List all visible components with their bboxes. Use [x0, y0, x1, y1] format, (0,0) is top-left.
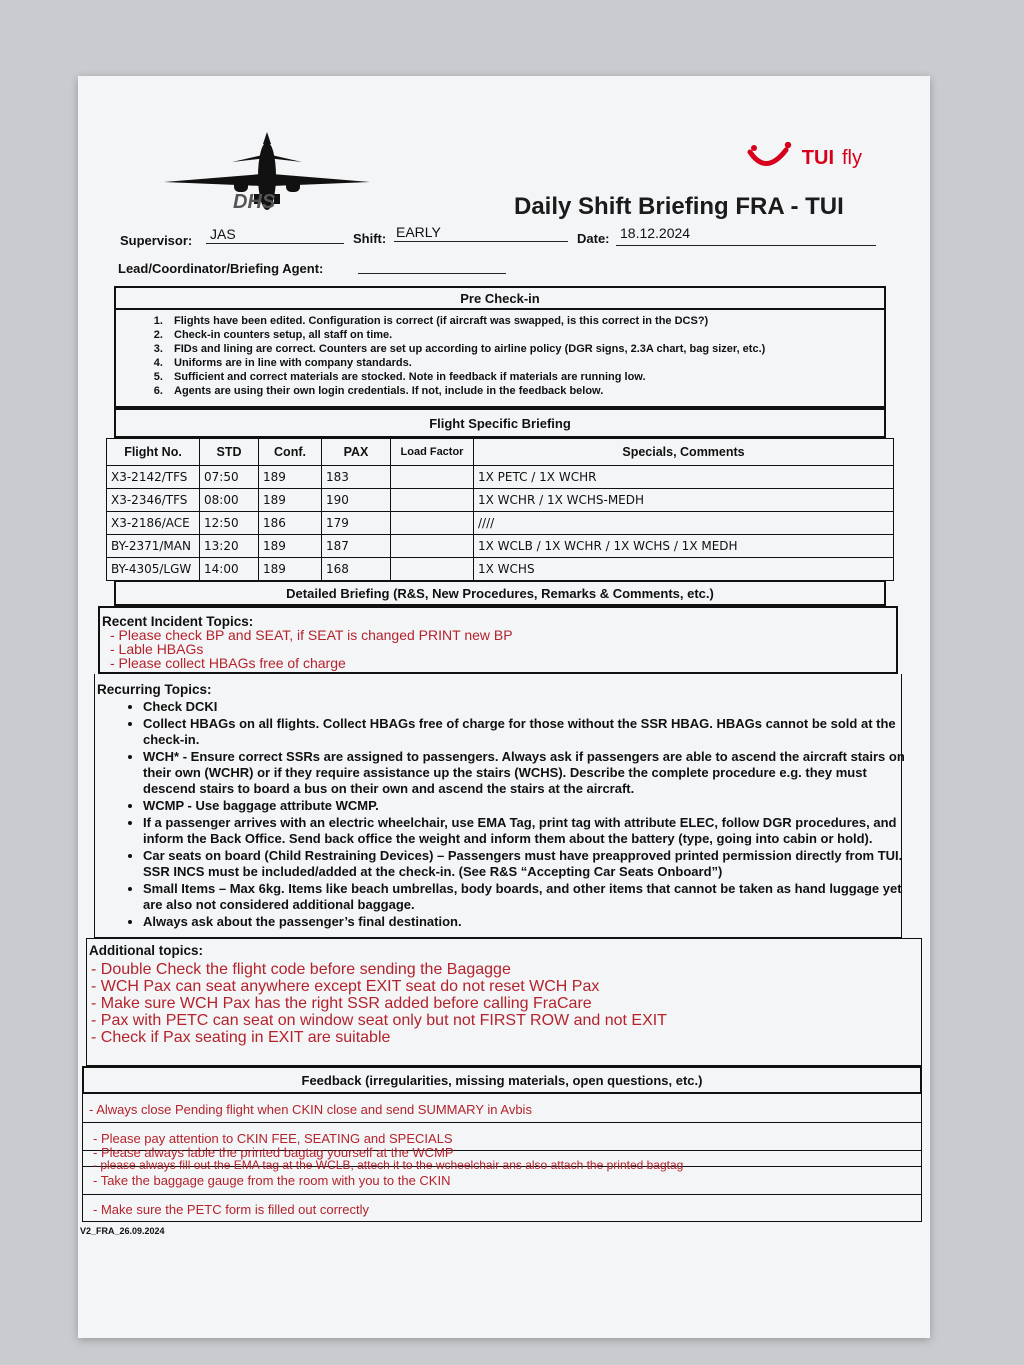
cell-pax: 187: [322, 535, 391, 558]
list-item: • WCH* - Ensure correct SSRs are assigned to passengers. Always ask if passengers are able to ascend the aircraft stairs on their own (WCHR) or if they require assistance up the stairs (WCHS). Describe the complete procedure e.g. they must descend stairs to board a bus on their own and ascend the stairs at the aircraft.: [143, 749, 923, 797]
col-load: Load Factor: [391, 439, 474, 466]
brand-suffix: fly: [842, 146, 862, 169]
cell-std: 12:50: [200, 512, 259, 535]
cell-comment: ////: [474, 512, 894, 535]
list-item: • Small Items – Max 6kg. Items like beach umbrellas, body boards, and other items that cannot be taken as hand luggage yet are also not considered additional baggage.: [143, 881, 923, 913]
feedback-box: [82, 1094, 922, 1222]
cell-conf: 189: [259, 466, 322, 489]
cell-conf: 189: [259, 535, 322, 558]
table-row: [107, 466, 894, 489]
cell-flight: BY-4305/LGW: [107, 558, 200, 581]
version-code: V2_FRA_26.09.2024: [80, 1226, 165, 1236]
tui-fly-logo: [746, 142, 862, 174]
additional-item: - Make sure WCH Pax has the right SSR added before calling FraCare: [91, 995, 592, 1012]
additional-item: - WCH Pax can seat anywhere except EXIT seat do not reset WCH Pax: [91, 978, 600, 995]
list-item: 6. Agents are using their own login credentials. If not, include in the feedback below.: [166, 384, 884, 398]
cell-std: 07:50: [200, 466, 259, 489]
table-row: [107, 558, 894, 581]
cell-conf: 186: [259, 512, 322, 535]
recurring-topics-box: [94, 674, 905, 938]
list-item: • Always ask about the passenger’s final destination.: [143, 914, 923, 930]
feedback-item: - Always close Pending flight when CKIN close and send SUMMARY in Avbis: [89, 1102, 532, 1117]
date-value: 18.12.2024: [620, 225, 691, 241]
cell-flight: X3-2346/TFS: [107, 489, 200, 512]
table-row: [107, 512, 894, 535]
cell-comment: 1X WCLB / 1X WCHR / 1X WCHS / 1X MEDH: [474, 535, 894, 558]
cell-comment: 1X WCHR / 1X WCHS-MEDH: [474, 489, 894, 512]
cell-comment: 1X WCHS: [474, 558, 894, 581]
col-comments: Specials, Comments: [474, 439, 894, 466]
date-label: Date:: [577, 231, 610, 246]
flight-briefing-title: Flight Specific Briefing: [114, 408, 886, 438]
feedback-item: - Make sure the PETC form is filled out correctly: [93, 1202, 369, 1217]
cell-pax: 183: [322, 466, 391, 489]
lead-label: Lead/Coordinator/Briefing Agent:: [118, 261, 324, 276]
cell-load: [391, 512, 474, 535]
cell-pax: 190: [322, 489, 391, 512]
cell-flight: X3-2142/TFS: [107, 466, 200, 489]
additional-item: - Pax with PETC can seat on window seat only but not FIRST ROW and not EXIT: [91, 1012, 667, 1029]
pre-checkin-list: [116, 314, 884, 398]
cell-load: [391, 466, 474, 489]
feedback-item: - Take the baggage gauge from the room with you to the CKIN: [93, 1173, 451, 1188]
col-flight: Flight No.: [107, 439, 200, 466]
col-conf: Conf.: [259, 439, 322, 466]
recent-title: Recent Incident Topics:: [102, 614, 254, 629]
list-item: • WCMP - Use baggage attribute WCMP.: [143, 798, 923, 814]
table-row: [107, 535, 894, 558]
flights-table: [106, 438, 894, 581]
cell-std: 14:00: [200, 558, 259, 581]
recent-item: - Lable HBAGs: [110, 641, 204, 657]
additional-item: - Double Check the flight code before sending the Bagagge: [91, 961, 511, 978]
list-item: 3. FIDs and lining are correct. Counters are set up according to airline policy (DGR signs, 2.3A chart, bag sizer, etc.): [166, 342, 884, 356]
recent-incidents-box: [98, 606, 898, 674]
dhs-logo-text: DHS: [233, 191, 276, 213]
cell-std: 08:00: [200, 489, 259, 512]
briefing-sheet: [78, 76, 930, 1338]
cell-flight: BY-2371/MAN: [107, 535, 200, 558]
page-title: Daily Shift Briefing FRA - TUI: [514, 193, 844, 220]
list-item: • Collect HBAGs on all flights. Collect HBAGs free of charge for those without the SSR HBAG. HBAGs cannot be sold at the check-in.: [143, 716, 923, 748]
recent-item: - Please collect HBAGs free of charge: [110, 655, 346, 671]
additional-item: - Check if Pax seating in EXIT are suitable: [91, 1029, 391, 1046]
list-item: 4. Uniforms are in line with company standards.: [166, 356, 884, 370]
feedback-item: - Please pay attention to CKIN FEE, SEATING and SPECIALS: [93, 1131, 453, 1146]
pre-checkin-title: Pre Check-in: [114, 286, 886, 310]
cell-load: [391, 558, 474, 581]
shift-value: EARLY: [396, 224, 441, 240]
supervisor-value: JAS: [210, 226, 236, 242]
brand-name: TUI: [801, 146, 834, 169]
list-item: 5. Sufficient and correct materials are stocked. Note in feedback if materials are running low.: [166, 370, 884, 384]
supervisor-label: Supervisor:: [120, 233, 193, 248]
detailed-briefing-title: Detailed Briefing (R&S, New Procedures, Remarks & Comments, etc.): [114, 580, 886, 606]
list-item: • Car seats on board (Child Restraining Devices) – Passengers must have preapproved printed permission directly from TUI. SSR INCS must be included/added at the check-in. (See R&S “Accepting Car Seats Onboard”): [143, 848, 923, 880]
shift-label: Shift:: [353, 231, 387, 246]
cell-comment: 1X PETC / 1X WCHR: [474, 466, 894, 489]
cell-std: 13:20: [200, 535, 259, 558]
list-item: • Check DCKI: [143, 699, 923, 715]
cell-load: [391, 489, 474, 512]
col-pax: PAX: [322, 439, 391, 466]
cell-pax: 179: [322, 512, 391, 535]
col-std: STD: [200, 439, 259, 466]
list-item: • If a passenger arrives with an electric wheelchair, use EMA Tag, print tag with attribute ELEC, follow DGR procedures, and inform the Back Office. Send back office the weight and inform them about the battery (type, going into cabin or hold).: [143, 815, 923, 847]
feedback-title: Feedback (irregularities, missing materials, open questions, etc.): [82, 1066, 922, 1094]
cell-pax: 168: [322, 558, 391, 581]
recurring-list: [95, 699, 923, 931]
feedback-item: - Please always lable the printed bagtag yourself at the WCMP: [93, 1145, 454, 1160]
recurring-title: Recurring Topics:: [97, 682, 212, 697]
cell-conf: 189: [259, 558, 322, 581]
additional-topics-box: [86, 938, 922, 1066]
table-row: [107, 489, 894, 512]
recent-item: - Please check BP and SEAT, if SEAT is changed PRINT new BP: [110, 627, 513, 643]
tui-smile-icon: [746, 142, 794, 174]
pre-checkin-box: [114, 308, 886, 408]
cell-load: [391, 535, 474, 558]
cell-conf: 189: [259, 489, 322, 512]
list-item: 1. Flights have been edited. Configuration is correct (if aircraft was swapped, is this correct in the DCS?): [166, 314, 884, 328]
feedback-item: - please always fill out the EMA tag at the WCLB, attech it to the wcheelchair ans also attach the printed bagtag: [93, 1158, 684, 1172]
cell-flight: X3-2186/ACE: [107, 512, 200, 535]
list-item: 2. Check-in counters setup, all staff on time.: [166, 328, 884, 342]
additional-title: Additional topics:: [89, 943, 203, 958]
